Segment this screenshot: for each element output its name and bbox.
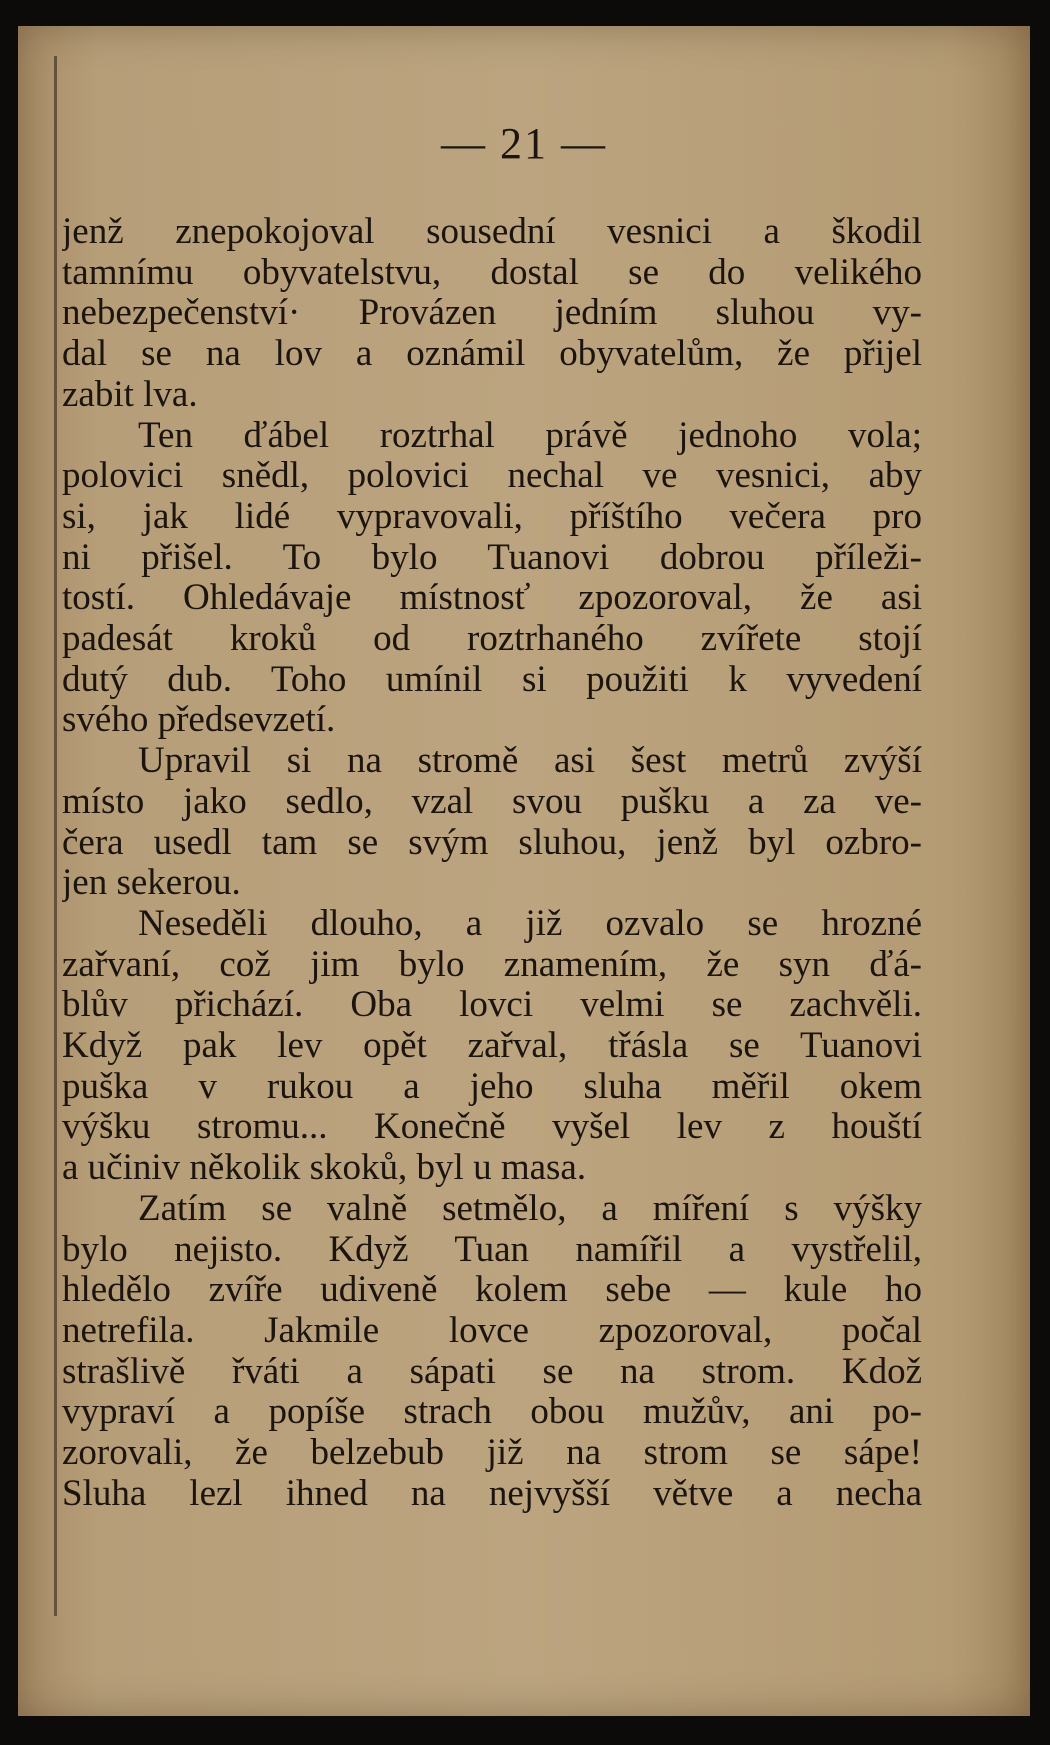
- text-line: tostí. Ohledávaje místnosť zpozoroval, že asi: [62, 578, 922, 619]
- book-page: [18, 26, 1030, 1716]
- text-line: si, jak lidé vypravovali, příštího večera pro: [62, 496, 922, 537]
- text-line: polovici snědl, polovici nechal ve vesnici, aby: [62, 456, 922, 497]
- text-line: dutý dub. Toho umínil si použiti k vyvedení: [62, 659, 922, 700]
- text-line: Neseděli dlouho, a již ozvalo se hrozné: [138, 903, 922, 944]
- text-line: Ten ďábel roztrhal právě jednoho vola;: [138, 415, 922, 456]
- text-line: hledělo zvíře udiveně kolem sebe — kule ho: [62, 1270, 922, 1311]
- text-line: čera usedl tam se svým sluhou, jenž byl ozbro-: [62, 822, 922, 863]
- text-line: výšku stromu... Konečně vyšel lev z houští: [62, 1107, 922, 1148]
- text-line: netrefila. Jakmile lovce zpozoroval, počal: [62, 1310, 922, 1351]
- text-line: Upravil si na stromě asi šest metrů zvýší: [138, 741, 922, 782]
- text-line: blův přichází. Oba lovci velmi se zachvěli.: [62, 985, 922, 1026]
- text-line: dal se na lov a oznámil obyvatelům, že přijel: [62, 334, 922, 375]
- text-line: puška v rukou a jeho sluha měřil okem: [62, 1066, 922, 1107]
- page-number: — 21 —: [441, 119, 607, 168]
- text-line: zorovali, že belzebub již na strom se sápe!: [62, 1433, 922, 1474]
- text-line: vypraví a popíše strach obou mužův, ani po-: [62, 1392, 922, 1433]
- text-line: svého předsevzetí.: [62, 700, 336, 741]
- text-line: padesát kroků od roztrhaného zvířete stojí: [62, 619, 922, 660]
- text-line: Zatím se valně setmělo, a míření s výšky: [138, 1188, 922, 1229]
- text-line: Když pak lev opět zařval, třásla se Tuanovi: [62, 1026, 922, 1067]
- text-line: zařvaní, což jim bylo znamením, že syn ďá-: [62, 944, 922, 985]
- text-line: jenž znepokojoval sousední vesnici a škodil: [62, 212, 922, 252]
- text-line: Sluha lezl ihned na nejvyšší větve a necha: [62, 1473, 922, 1514]
- binding-edge: [54, 56, 57, 1616]
- text-line: místo jako sedlo, vzal svou pušku a za ve-: [62, 781, 922, 822]
- text-line: jen sekerou.: [62, 863, 241, 904]
- text-line: nebezpečenství· Provázen jedním sluhou vy-: [62, 293, 922, 334]
- text-line: strašlivě řváti a sápati se na strom. Kdož: [62, 1351, 922, 1392]
- text-line: ni přišel. To bylo Tuanovi dobrou příleži-: [62, 537, 922, 578]
- text-line: a učiniv několik skoků, byl u masa.: [62, 1148, 587, 1189]
- body-text: [62, 212, 922, 1515]
- text-line: bylo nejisto. Když Tuan namířil a vystřelil,: [62, 1229, 922, 1270]
- text-line: tamnímu obyvatelstvu, dostal se do velikého: [62, 252, 922, 293]
- text-line: zabit lva.: [62, 374, 198, 415]
